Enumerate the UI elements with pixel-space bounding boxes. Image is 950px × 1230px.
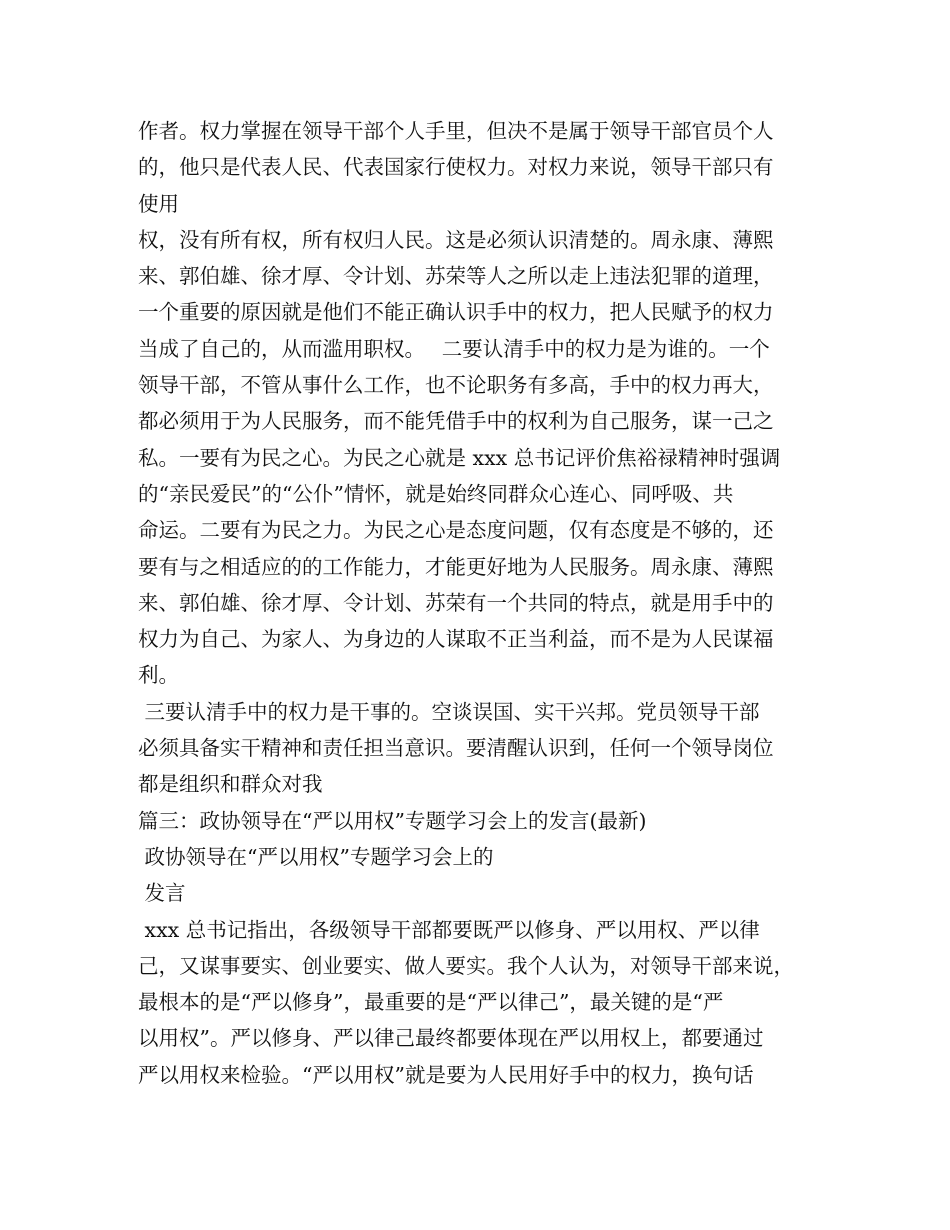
speech-title: 政协领导在“严以用权”专题学习会上的 — [138, 844, 494, 869]
text-line: 作者。权力掌握在领导干部个人手里，但决不是属于领导干部官员个人 — [138, 119, 774, 143]
text-line: 三要认清手中的权力是干事的。空谈误国、实干兴邦。党员领导干部 — [138, 699, 760, 724]
text-line: 的，他只是代表人民、代表国家行使权力。对权力来说，领导干部只有 — [138, 155, 774, 180]
text-line: 都必须用于为人民服务，而不能凭借手中的权利为自己服务，谋一己之 — [138, 409, 774, 434]
text-line: 私。一要有为民之心。为民之心就是 xxx 总书记评价焦裕禄精神时强调 — [138, 445, 781, 470]
text-line: 当成了自己的，从而滥用职权。 二要认清手中的权力是为谁的。一个 — [138, 336, 770, 361]
text-line: 来、郭伯雄、徐才厚、令计划、苏荣等人之所以走上违法犯罪的道理， — [138, 264, 774, 289]
text-line: 必须具备实干精神和责任担当意识。要清醒认识到，任何一个领导岗位 — [138, 736, 774, 761]
text-line: 权力为自己、为家人、为身边的人谋取不正当利益，而不是为人民谋福 — [138, 627, 774, 652]
text-line: 严以用权来检验。“严以用权”就是要为人民用好手中的权力，换句话 — [138, 1062, 754, 1087]
section-heading: 篇三：政协领导在“严以用权”专题学习会上的发言(最新) — [138, 808, 647, 833]
text-line: xxx 总书记指出，各级领导干部都要既严以修身、严以用权、严以律 — [138, 917, 760, 942]
text-line: 都是组织和群众对我 — [138, 772, 323, 797]
text-line: 最根本的是“严以修身”，最重要的是“严以律己”，最关键的是“严 — [138, 990, 724, 1015]
text-line: 来、郭伯雄、徐才厚、令计划、苏荣有一个共同的特点，就是用手中的 — [138, 590, 774, 615]
text-line: 一个重要的原因就是他们不能正确认识手中的权力，把人民赋予的权力 — [138, 300, 774, 325]
text-line: 命运。二要有为民之力。为民之心是态度问题，仅有态度是不够的，还 — [138, 518, 774, 543]
text-line: 要有与之相适应的的工作能力，才能更好地为人民服务。周永康、薄熙 — [138, 554, 774, 579]
text-line: 以用权”。严以修身、严以律己最终都要体现在严以用权上，都要通过 — [138, 1026, 764, 1051]
document-body-text — [138, 113, 838, 1093]
text-line: 的“亲民爱民”的“公仆”情怀，就是始终同群众心连心、同呼吸、共 — [138, 481, 734, 506]
text-line: 领导干部，不管从事什么工作，也不论职务有多高，手中的权力再大， — [138, 373, 774, 398]
text-line: 权，没有所有权，所有权归人民。这是必须认识清楚的。周永康、薄熙 — [138, 227, 774, 252]
speech-title-continued: 发言 — [138, 881, 186, 906]
text-line: 利。 — [138, 663, 179, 688]
text-line: 使用 — [138, 191, 179, 216]
text-line: 己，又谋事要实、创业要实、做人要实。我个人认为，对领导干部来说， — [138, 953, 794, 978]
